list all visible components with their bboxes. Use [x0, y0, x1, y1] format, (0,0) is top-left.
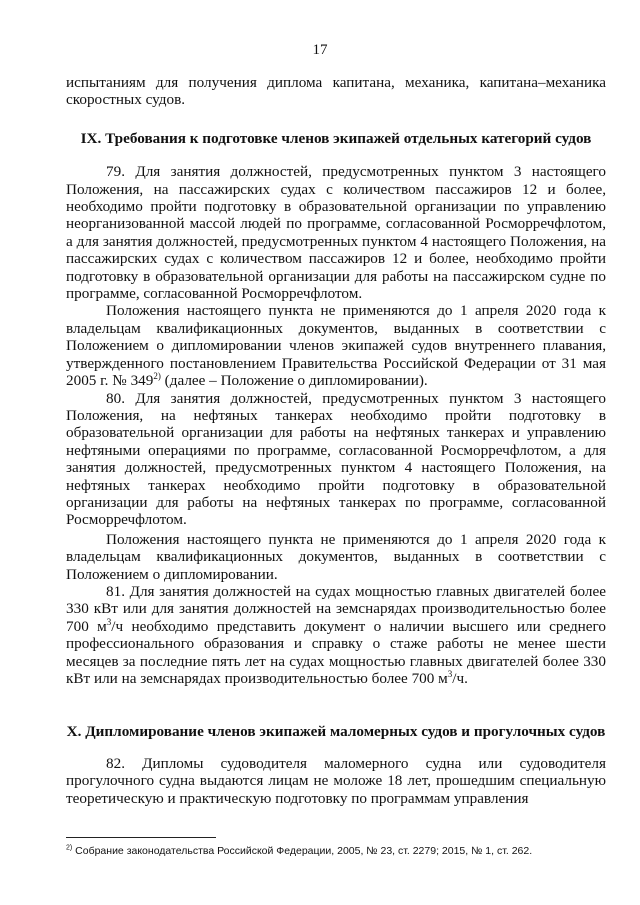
footnote-reference: 2) — [153, 371, 161, 382]
paragraph-79-note-text: Положения настоящего пункта не применяются до 1 апреля 2020 года к владельцам квалификационных документов, выданных в соответствии с Положением о дипломировании членов экипажей судов внутреннего плавания, утвержденного постановлением Правительства Российской Федерации от 31 мая 2005 г. № 349 — [66, 302, 606, 390]
paragraph-81-part1: 81. Для занятия должностей на судах мощностью главных двигателей более 330 кВт или для занятия должностей на земснарядах производительностью более 700 м — [66, 582, 606, 635]
paragraph-81 — [66, 583, 606, 687]
footnote-text: Собрание законодательства Российской Федерации, 2005, № 23, ст. 2279; 2015, № 1, ст. 262. — [72, 845, 533, 857]
paragraph-79-note — [66, 302, 606, 389]
footnote-marker: 2) — [66, 844, 73, 852]
cubic-superscript: 3 — [447, 668, 453, 679]
page-number: 17 — [312, 42, 328, 58]
paragraph-81-part2: /ч необходимо представить документ о наличии высшего или среднего профессионального образования и справку о стаже работы не менее шести месяцев за последние пять лет на судах мощностью главных двигателей более 330 кВт или на земснарядах производительностью более 700 м — [66, 617, 606, 687]
paragraph-80-note: Положения настоящего пункта не применяются до 1 апреля 2020 года к владельцам квалификационных документов, выданных в соответствии с Положением о дипломировании. — [66, 530, 606, 583]
paragraph-81-part3: /ч. — [452, 670, 468, 687]
section-9-heading: IX. Требования к подготовке членов экипажей отдельных категорий судов — [80, 129, 592, 147]
section-10-heading: X. Дипломирование членов экипажей маломерных судов и прогулочных судов — [66, 723, 606, 741]
footnote-divider — [66, 837, 216, 838]
footnote — [66, 845, 606, 858]
cubic-superscript: 3 — [106, 616, 112, 627]
paragraph-82: 82. Дипломы судоводителя маломерного судна или судоводителя прогулочного судна выдаются лицам не моложе 18 лет, прошедшим специальную теоретическую и практическую подготовку по программам управления — [66, 754, 606, 807]
paragraph-79-note-tail: (далее – Положение о дипломировании). — [160, 372, 428, 390]
paragraph-79: 79. Для занятия должностей, предусмотренных пунктом 3 настоящего Положения, на пассажирских судах с количеством пассажиров 12 и более, необходимо пройти подготовку в образовательной организации по управлению неорганизованной массой людей по программе, согласованной Росморречфлотом, а для занятия должностей, предусмотренных пунктом 4 настоящего Положения, на пассажирских судах с количеством пассажиров 12 и более, необходимо пройти подготовку в образовательной организации для работы на пассажирском судне по программе, согласованной Росморречфлотом. — [66, 163, 606, 303]
paragraph-80: 80. Для занятия должностей, предусмотренных пунктом 3 настоящего Положения, на нефтяных танкерах необходимо пройти подготовку в образовательной организации для работы на нефтяных танкерах и управлению нефтяными операциями по программе, согласованной Росморречфлотом, а для занятия должностей, предусмотренных пунктом 4 настоящего Положения, на нефтяных танкерах необходимо пройти подготовку в образовательной организации для работы на нефтяных танкерах по программе, согласованной Росморречфлотом. — [66, 389, 606, 529]
intro-paragraph: испытаниям для получения диплома капитана, механика, капитана–механика скоростных судов. — [66, 74, 606, 109]
page-content — [66, 74, 606, 807]
